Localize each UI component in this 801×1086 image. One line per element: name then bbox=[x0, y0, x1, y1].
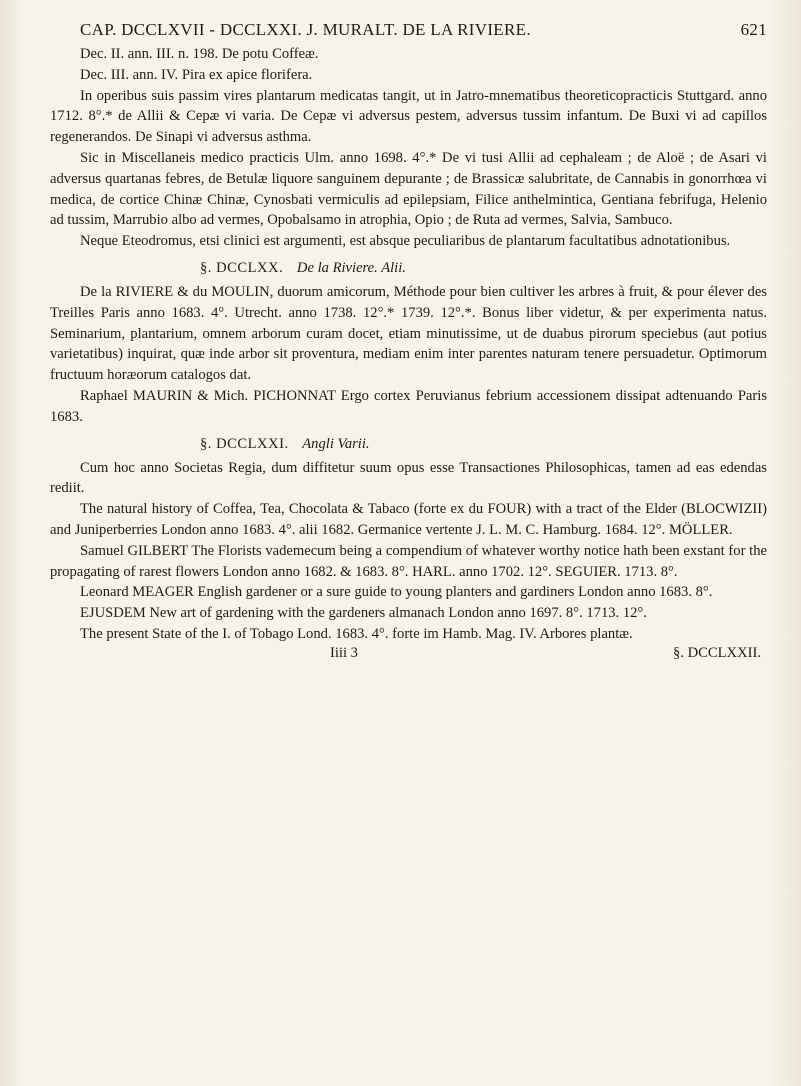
section-number: §. DCCLXX. bbox=[200, 259, 284, 276]
page-footer bbox=[50, 645, 767, 667]
paragraph: Dec. III. ann. IV. Pira ex apice florifera. bbox=[80, 66, 313, 83]
paragraph: EJUSDEM New art of gardening with the gardeners almanach London anno 1697. 8°. 1713. 12°. bbox=[80, 605, 647, 622]
page-number: 621 bbox=[740, 20, 767, 39]
paragraph: Leonard MEAGER English gardener or a sure guide to young planters and gardiners London anno 1683. 8°. bbox=[80, 584, 713, 601]
section-heading bbox=[50, 432, 767, 456]
paragraph: Dec. II. ann. III. n. 198. De potu Coffeæ. bbox=[80, 46, 319, 62]
paragraph: The natural history of Coffea, Tea, Chocolata & Tabaco (forte ex du FOUR) with a tract of the Elder (BLOCWIZII) and Juniperberries London anno 1683. 4°. alii 1682. Germanice vertente J. L. M. C. Hamburg. 1684. 12°. MÖLLER. bbox=[50, 501, 767, 538]
paragraph: The present State of the I. of Tobago Lond. 1683. 4°. forte im Hamb. Mag. IV. Arbores plantæ. bbox=[80, 625, 633, 642]
paragraph: De la RIVIERE & du MOULIN, duorum amicorum, Méthode pour bien cultiver les arbres à fruit, & pour élever des Treilles Paris anno 1683. 4°. Utrecht. anno 1738. 12°.* 1739. 12°.*. Bonus liber videtur, & per experimenta natus. Seminarium, plantarium, omnem arborum curam docet, etiam minutissime, ut de duabus pirorum speciebus (aut potius varietatibus) inquirat, quæ inde arbor sit proventura, mediam enim inter parentes naturam tenere persuadetur. Optimorum fructuum horæorum catalogos dat. bbox=[50, 283, 767, 384]
catchword: §. DCCLXXII. bbox=[673, 644, 761, 661]
section-heading bbox=[50, 256, 767, 280]
paragraph: Raphael MAURIN & Mich. PICHONNAT Ergo cortex Peruvianus febrium accessionem dissipat adtenuando Paris 1683. bbox=[50, 387, 767, 425]
paragraph: Neque Eteodromus, etsi clinici est argumenti, est absque peculiaribus de plantarum facultatibus adnotationibus. bbox=[80, 233, 731, 250]
paragraph: Cum hoc anno Societas Regia, dum diffitetur suum opus esse Transactiones Philosophicas, tamen ad eas edendas rediit. bbox=[50, 459, 767, 497]
section-number: §. DCCLXXI. bbox=[200, 435, 289, 452]
running-head bbox=[50, 14, 767, 44]
paragraph: In operibus suis passim vires plantarum medicatas tangit, ut in Jatro-mnematibus theoreticopracticis Stuttgard. anno 1712. 8°.* de Allii & Cepæ vi varia. De Cepæ vi adversus pestem, adversus tussim infantum. De Buxi vi ad capillos regenerandos. De Sinapi vi adversus asthma. bbox=[50, 87, 767, 146]
section-title: Angli Varii. bbox=[302, 435, 370, 452]
running-head-title: CAP. DCCLXVII - DCCLXXI. J. MURALT. DE LA RIVIERE. bbox=[80, 20, 531, 39]
body-text bbox=[50, 44, 767, 645]
paragraph: Sic in Miscellaneis medico practicis Ulm. anno 1698. 4°.* De vi tusi Allii ad cephaleam ; de Aloë ; de Asari vi adversus quartanas febres, de Betulæ liquore sanguinem depurante ; de Brassicæ salubritate, de Cannabis in gonorrhœa vi medica, de cortice Chinæ Chinæ, Cynosbati vermiculis ad epilepsiam, Filice anthelmintica, Gentiana febrifuga, Helenio ad tussim, Marrubio albo ad vermes, Opobalsamo in atrophia, Opio ; de Ruta ad vermes, Salvia, Sambuco. bbox=[50, 149, 767, 229]
signature-mark: Iiii 3 bbox=[330, 644, 358, 661]
paragraph: Samuel GILBERT The Florists vademecum being a compendium of whatever worthy notice hath been exstant for the propagating of rarest flowers London anno 1682. & 1683. 8°. HARL. anno 1702. 12°. SEGUIER. 1713. 8°. bbox=[50, 542, 767, 580]
section-title: De la Riviere. Alii. bbox=[296, 259, 406, 276]
